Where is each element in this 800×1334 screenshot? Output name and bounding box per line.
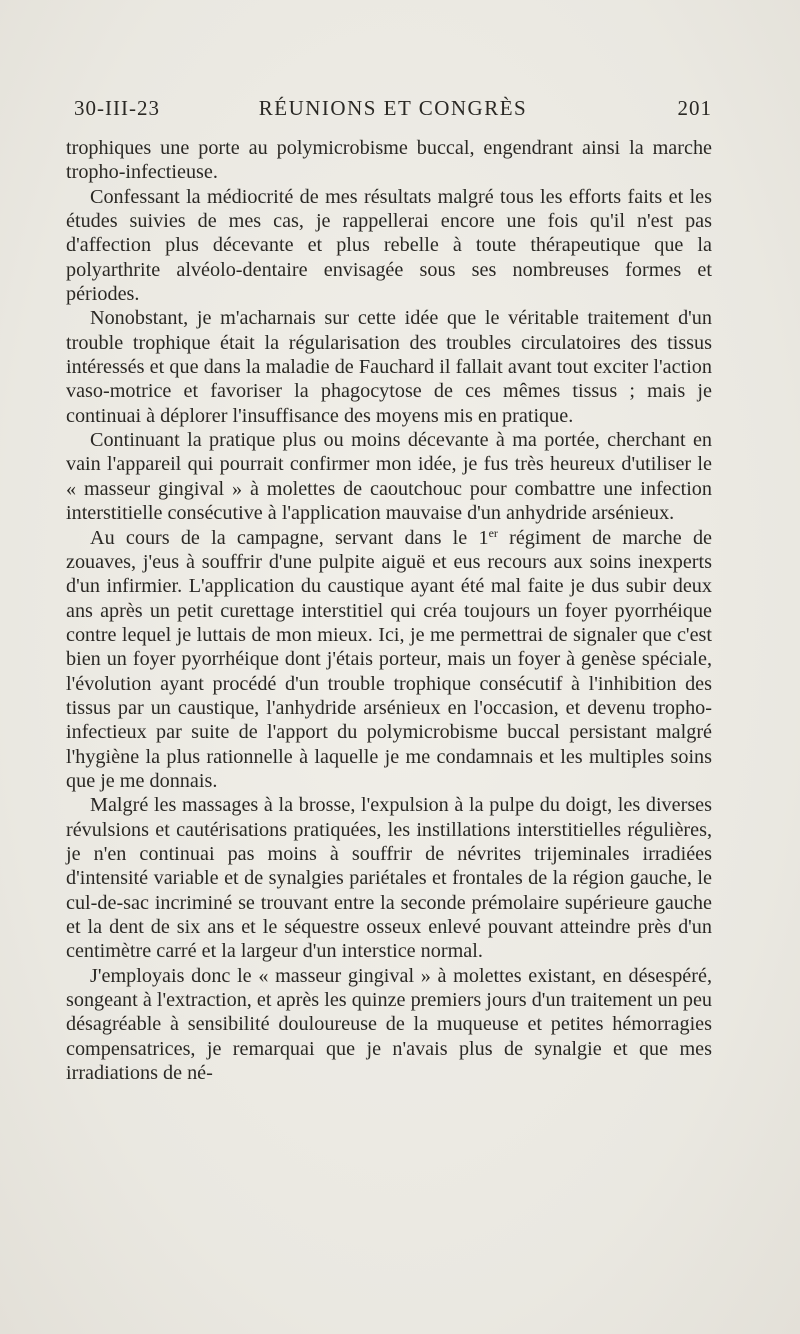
paragraph-massages: Malgré les massages à la brosse, l'expulsion à la pulpe du doigt, les diverses révulsions et cautérisations pratiquées, les instillations interstitielles régulières, je n'en continuai pas moins à souffrir de névrites trijeminales irradiées d'intensité variable et de synalgies pariétales et frontales de la région gauche, le cul-de-sac incriminé se trouvant entre la seconde prémolaire supérieure gauche et la dent de six ans et le séquestre osseux enlevé pouvant atteindre près d'un centimètre carré et la largeur d'un interstice normal. — [66, 794, 712, 963]
paragraph-continuation: trophiques une porte au polymicrobisme buccal, engendrant ainsi la marche tropho-infectieuse. — [66, 137, 712, 184]
body-text — [66, 136, 712, 1085]
paragraph-campagne — [66, 526, 712, 794]
header-date: 30-III-23 — [74, 96, 160, 120]
paragraph-campagne-start: Au cours de la campagne, servant dans le 1 — [90, 526, 489, 549]
paragraph-masseur: J'employais donc le « masseur gingival » à molettes existant, en désespéré, songeant à l'extraction, et après les quinze premiers jours d'un traitement un peu désagréable à sensibilité douloureuse de la muqueuse et petites hémorragies compensatrices, je remarquai que je n'avais plus de synalgie et que mes irradiations de né- — [66, 964, 712, 1085]
paragraph-campagne-rest: régiment de marche de zouaves, j'eus à souffrir d'une pulpite aiguë et eus recours aux soins inexperts d'un infirmier. L'application du caustique ayant été mal faite je dus subir deux ans après un petit curettage interstitiel qui créa toujours un foyer pyorrhéique contre lequel je luttais de mon mieux. Ici, je me permettrai de signaler que c'est bien un foyer pyorrhéique dont j'étais porteur, mais un foyer à genèse spéciale, l'évolution ayant procédé d'un trouble trophique consécutif à l'inhibition des tissus par un caustique, l'anhydride arsénieux en l'occasion, et devenu tropho-infectieux par suite de l'apport du polymicrobisme buccal persistant malgré l'hygiène la plus rationnelle à laquelle je me condamnais et les multiples soins que je me donnais. — [66, 526, 712, 792]
ordinal-superscript: er — [488, 525, 498, 540]
paragraph-nonobstant: Nonobstant, je m'acharnais sur cette idée que le véritable traitement d'un trouble trophique était la régularisation des troubles circulatoires des tissus intéressés et que dans la maladie de Fauchard il fallait avant tout exciter l'action vaso-motrice et favoriser la phagocytose de ces mêmes tissus ; mais je continuai à déplorer l'insuffisance des moyens mis en pratique. — [66, 307, 712, 427]
page-number: 201 — [677, 96, 712, 120]
paragraph-mediocrite: Confessant la médiocrité de mes résultats malgré tous les efforts faits et les études suivies de mes cas, je rappellerai encore une fois qu'il n'est pas d'affection plus décevante et plus rebelle à toute thérapeutique que la polyarthrite alvéolo-dentaire envisagée sous ses nombreuses formes et périodes. — [66, 185, 712, 306]
running-head — [74, 96, 712, 126]
header-title: RÉUNIONS ET CONGRÈS — [258, 96, 528, 120]
paragraph-continuant: Continuant la pratique plus ou moins décevante à ma portée, cherchant en vain l'appareil qui pourrait confirmer mon idée, je fus très heureux d'utiliser le « masseur gingival » à molettes de caoutchouc pour combattre une infection interstitielle consécutive à l'application mauvaise d'un anhydride arsénieux. — [66, 429, 712, 525]
